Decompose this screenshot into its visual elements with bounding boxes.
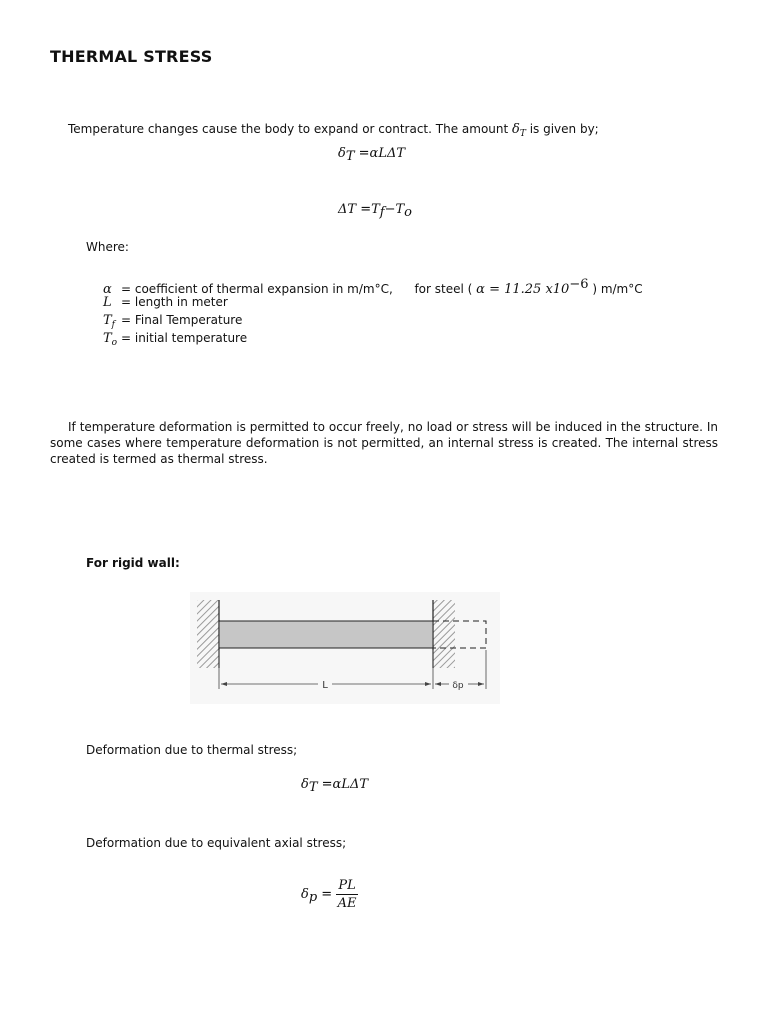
definition-alpha: α = coefficient of thermal expansion in m/m°C, for steel ( α = 11.25 $x10^{-6}$ ) m/m°C <box>103 277 643 297</box>
bar <box>219 621 433 648</box>
thermal-stress-paragraph: If temperature deformation is permitted to occur freely, no load or stress will be induced in the structure. In some cases where temperature deformation is not permitted, an internal stress is created. The internal stress created is termed as thermal stress. <box>50 420 718 466</box>
rigid-wall-heading: For rigid wall: <box>86 556 180 570</box>
intro-text-before: Temperature changes cause the body to expand or contract. The amount <box>68 122 509 136</box>
length-label: L <box>322 680 328 691</box>
definition-final-temperature: $T_f$ = Final Temperature <box>103 313 243 330</box>
definition-initial-temperature: $T_o$ = initial temperature <box>103 331 248 348</box>
intro-sentence <box>68 122 599 142</box>
intro-symbol: $\delta_T$ <box>512 122 526 139</box>
intro-text-after: is given by; <box>529 122 599 136</box>
left-wall-hatch <box>197 600 219 668</box>
definition-length: L = length in meter <box>103 295 228 310</box>
equation-thermal-deformation: $\delta_T =\alpha L\Delta T$ <box>338 146 406 164</box>
equation-axial-deformation: $\delta_p$ = $\frac{PL}{AE}$ <box>301 878 357 911</box>
axial-fraction: $\frac{PL}{AE}$ <box>337 878 357 911</box>
where-label: Where: <box>86 240 129 254</box>
axial-deformation-label: Deformation due to equivalent axial stress; <box>86 836 347 850</box>
rigid-wall-figure <box>190 592 500 704</box>
equation-temperature-change: $\Delta T =T_f-T_o$ <box>338 202 412 220</box>
right-wall-hatch <box>433 600 455 668</box>
thermal-deformation-label: Deformation due to thermal stress; <box>86 743 298 757</box>
page-title: THERMAL STRESS <box>50 47 213 66</box>
equation-thermal-deformation-repeat: $\delta_T =\alpha L\Delta T$ <box>301 777 369 795</box>
delta-label: δp <box>452 681 464 691</box>
